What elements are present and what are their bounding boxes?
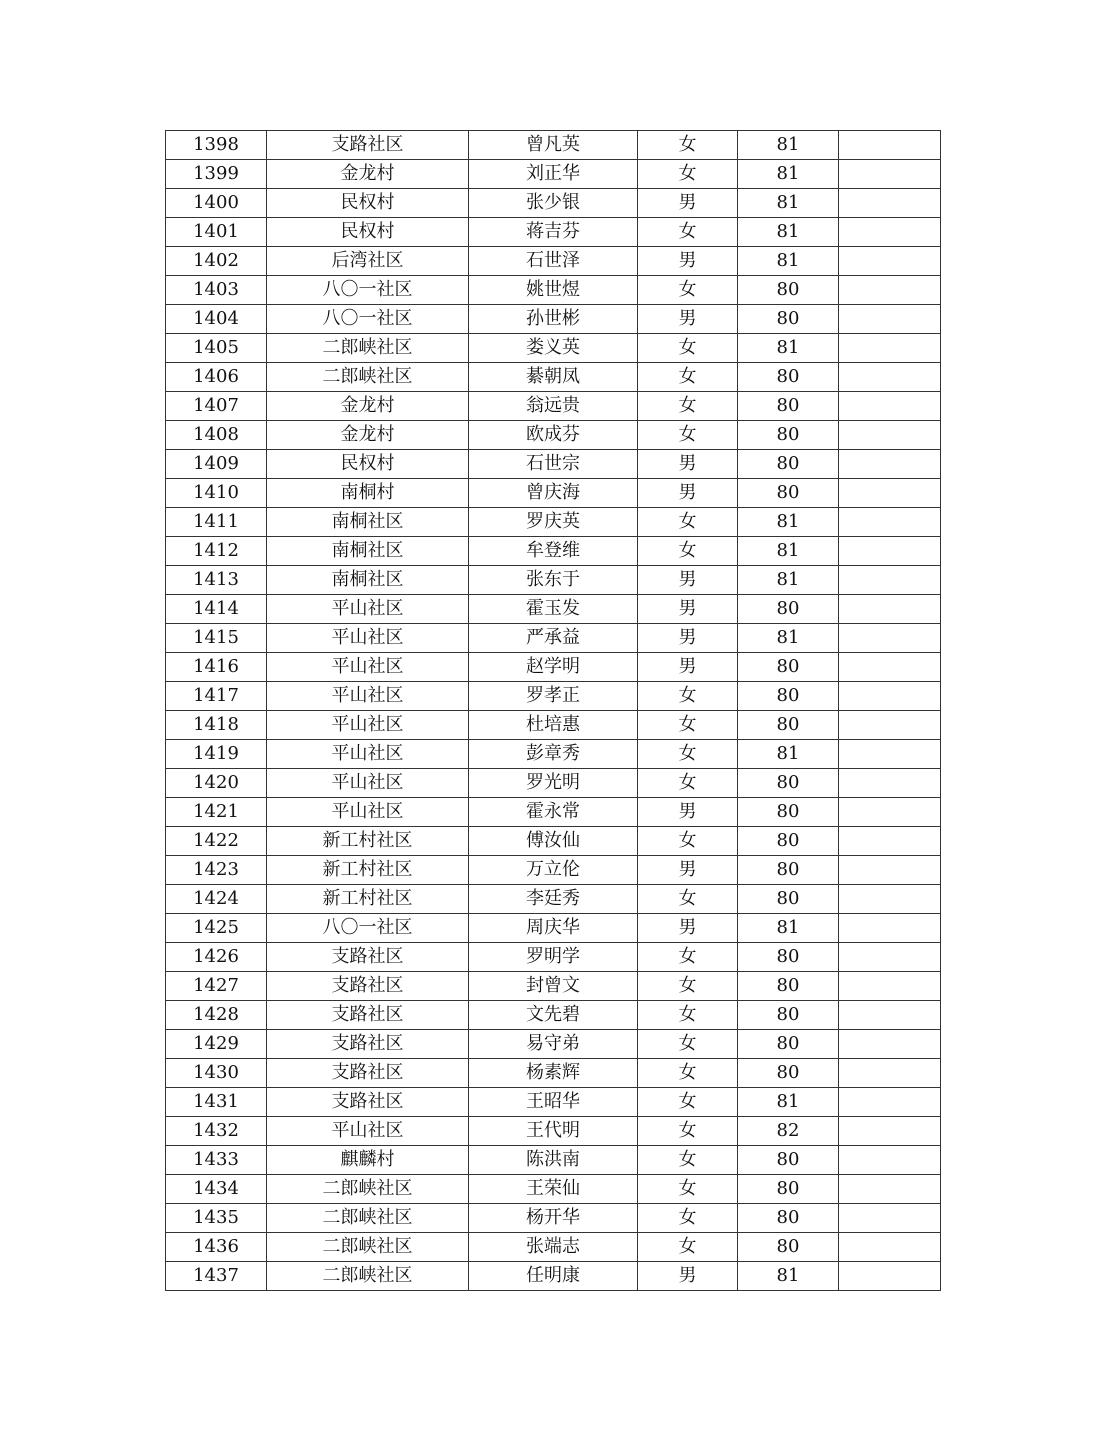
cell-gender: 男 bbox=[638, 624, 738, 653]
roster-table bbox=[165, 130, 941, 1291]
cell-age: 80 bbox=[738, 595, 839, 624]
cell-community: 平山社区 bbox=[267, 711, 469, 740]
cell-number: 1435 bbox=[166, 1204, 267, 1233]
cell-name: 万立伦 bbox=[469, 856, 638, 885]
table-row bbox=[166, 1204, 941, 1233]
cell-community: 平山社区 bbox=[267, 653, 469, 682]
cell-community: 二郎峡社区 bbox=[267, 1175, 469, 1204]
cell-age: 81 bbox=[738, 160, 839, 189]
cell-community: 民权村 bbox=[267, 189, 469, 218]
table-row bbox=[166, 479, 941, 508]
cell-name: 蒋吉芬 bbox=[469, 218, 638, 247]
table-row bbox=[166, 624, 941, 653]
cell-gender: 女 bbox=[638, 276, 738, 305]
cell-community: 二郎峡社区 bbox=[267, 1233, 469, 1262]
cell-community: 南桐村 bbox=[267, 479, 469, 508]
cell-remark bbox=[839, 276, 941, 305]
cell-age: 81 bbox=[738, 247, 839, 276]
cell-remark bbox=[839, 914, 941, 943]
cell-number: 1421 bbox=[166, 798, 267, 827]
cell-community: 八〇一社区 bbox=[267, 276, 469, 305]
cell-age: 80 bbox=[738, 363, 839, 392]
cell-gender: 女 bbox=[638, 740, 738, 769]
cell-remark bbox=[839, 218, 941, 247]
cell-gender: 男 bbox=[638, 566, 738, 595]
cell-remark bbox=[839, 1117, 941, 1146]
cell-number: 1401 bbox=[166, 218, 267, 247]
cell-gender: 女 bbox=[638, 421, 738, 450]
cell-age: 81 bbox=[738, 914, 839, 943]
cell-community: 二郎峡社区 bbox=[267, 1204, 469, 1233]
cell-gender: 女 bbox=[638, 218, 738, 247]
cell-number: 1430 bbox=[166, 1059, 267, 1088]
cell-age: 80 bbox=[738, 1030, 839, 1059]
cell-community: 支路社区 bbox=[267, 972, 469, 1001]
cell-remark bbox=[839, 508, 941, 537]
cell-number: 1398 bbox=[166, 131, 267, 160]
cell-age: 80 bbox=[738, 653, 839, 682]
table-row bbox=[166, 1262, 941, 1291]
cell-gender: 女 bbox=[638, 508, 738, 537]
cell-remark bbox=[839, 740, 941, 769]
cell-number: 1411 bbox=[166, 508, 267, 537]
cell-gender: 女 bbox=[638, 1204, 738, 1233]
cell-name: 孙世彬 bbox=[469, 305, 638, 334]
cell-gender: 女 bbox=[638, 1001, 738, 1030]
cell-gender: 女 bbox=[638, 885, 738, 914]
cell-community: 金龙村 bbox=[267, 392, 469, 421]
cell-community: 支路社区 bbox=[267, 943, 469, 972]
cell-number: 1407 bbox=[166, 392, 267, 421]
cell-number: 1410 bbox=[166, 479, 267, 508]
table-row bbox=[166, 943, 941, 972]
cell-remark bbox=[839, 1146, 941, 1175]
cell-number: 1423 bbox=[166, 856, 267, 885]
cell-gender: 女 bbox=[638, 827, 738, 856]
cell-community: 二郎峡社区 bbox=[267, 363, 469, 392]
cell-age: 80 bbox=[738, 711, 839, 740]
cell-community: 南桐社区 bbox=[267, 566, 469, 595]
cell-remark bbox=[839, 1204, 941, 1233]
cell-age: 80 bbox=[738, 1204, 839, 1233]
cell-number: 1413 bbox=[166, 566, 267, 595]
cell-number: 1428 bbox=[166, 1001, 267, 1030]
cell-remark bbox=[839, 1233, 941, 1262]
cell-name: 罗明学 bbox=[469, 943, 638, 972]
cell-name: 綦朝凤 bbox=[469, 363, 638, 392]
cell-age: 81 bbox=[738, 624, 839, 653]
cell-remark bbox=[839, 334, 941, 363]
cell-number: 1427 bbox=[166, 972, 267, 1001]
cell-gender: 男 bbox=[638, 856, 738, 885]
cell-community: 平山社区 bbox=[267, 1117, 469, 1146]
table-row bbox=[166, 1059, 941, 1088]
cell-community: 新工村社区 bbox=[267, 827, 469, 856]
cell-remark bbox=[839, 305, 941, 334]
cell-number: 1402 bbox=[166, 247, 267, 276]
cell-name: 赵学明 bbox=[469, 653, 638, 682]
cell-community: 支路社区 bbox=[267, 1088, 469, 1117]
cell-name: 任明康 bbox=[469, 1262, 638, 1291]
table-row bbox=[166, 1030, 941, 1059]
cell-age: 80 bbox=[738, 1233, 839, 1262]
roster-table-body bbox=[166, 131, 941, 1291]
table-row bbox=[166, 305, 941, 334]
cell-name: 欧成芬 bbox=[469, 421, 638, 450]
cell-community: 二郎峡社区 bbox=[267, 334, 469, 363]
cell-age: 81 bbox=[738, 566, 839, 595]
cell-age: 80 bbox=[738, 972, 839, 1001]
cell-number: 1434 bbox=[166, 1175, 267, 1204]
cell-community: 平山社区 bbox=[267, 682, 469, 711]
table-row bbox=[166, 276, 941, 305]
cell-number: 1424 bbox=[166, 885, 267, 914]
cell-age: 80 bbox=[738, 682, 839, 711]
table-row bbox=[166, 798, 941, 827]
cell-number: 1426 bbox=[166, 943, 267, 972]
cell-name: 严承益 bbox=[469, 624, 638, 653]
cell-community: 支路社区 bbox=[267, 131, 469, 160]
table-row bbox=[166, 885, 941, 914]
cell-community: 平山社区 bbox=[267, 624, 469, 653]
cell-gender: 男 bbox=[638, 450, 738, 479]
cell-remark bbox=[839, 1175, 941, 1204]
cell-gender: 女 bbox=[638, 1088, 738, 1117]
table-row bbox=[166, 595, 941, 624]
cell-age: 80 bbox=[738, 392, 839, 421]
cell-age: 80 bbox=[738, 769, 839, 798]
cell-age: 80 bbox=[738, 276, 839, 305]
cell-remark bbox=[839, 1030, 941, 1059]
cell-remark bbox=[839, 392, 941, 421]
cell-name: 文先碧 bbox=[469, 1001, 638, 1030]
cell-number: 1403 bbox=[166, 276, 267, 305]
cell-name: 王昭华 bbox=[469, 1088, 638, 1117]
cell-community: 金龙村 bbox=[267, 421, 469, 450]
cell-number: 1433 bbox=[166, 1146, 267, 1175]
cell-number: 1432 bbox=[166, 1117, 267, 1146]
cell-gender: 男 bbox=[638, 189, 738, 218]
cell-name: 曾庆海 bbox=[469, 479, 638, 508]
cell-community: 平山社区 bbox=[267, 769, 469, 798]
cell-gender: 女 bbox=[638, 682, 738, 711]
cell-number: 1425 bbox=[166, 914, 267, 943]
cell-age: 81 bbox=[738, 1088, 839, 1117]
cell-name: 封曾文 bbox=[469, 972, 638, 1001]
cell-gender: 男 bbox=[638, 653, 738, 682]
cell-age: 80 bbox=[738, 1146, 839, 1175]
cell-number: 1436 bbox=[166, 1233, 267, 1262]
table-row bbox=[166, 914, 941, 943]
cell-number: 1422 bbox=[166, 827, 267, 856]
cell-age: 81 bbox=[738, 508, 839, 537]
cell-age: 80 bbox=[738, 798, 839, 827]
cell-community: 平山社区 bbox=[267, 740, 469, 769]
cell-number: 1437 bbox=[166, 1262, 267, 1291]
table-row bbox=[166, 653, 941, 682]
table-row bbox=[166, 508, 941, 537]
table-row bbox=[166, 450, 941, 479]
table-row bbox=[166, 682, 941, 711]
cell-community: 民权村 bbox=[267, 218, 469, 247]
cell-gender: 男 bbox=[638, 595, 738, 624]
cell-age: 81 bbox=[738, 334, 839, 363]
cell-gender: 女 bbox=[638, 537, 738, 566]
cell-community: 南桐社区 bbox=[267, 537, 469, 566]
cell-name: 王代明 bbox=[469, 1117, 638, 1146]
table-row bbox=[166, 218, 941, 247]
cell-gender: 男 bbox=[638, 914, 738, 943]
cell-number: 1400 bbox=[166, 189, 267, 218]
cell-remark bbox=[839, 160, 941, 189]
cell-name: 姚世煜 bbox=[469, 276, 638, 305]
cell-remark bbox=[839, 972, 941, 1001]
table-row bbox=[166, 247, 941, 276]
cell-name: 石世泽 bbox=[469, 247, 638, 276]
table-row bbox=[166, 421, 941, 450]
cell-gender: 女 bbox=[638, 1146, 738, 1175]
cell-gender: 男 bbox=[638, 247, 738, 276]
cell-name: 王荣仙 bbox=[469, 1175, 638, 1204]
table-row bbox=[166, 827, 941, 856]
cell-number: 1419 bbox=[166, 740, 267, 769]
table-row bbox=[166, 131, 941, 160]
table-row bbox=[166, 769, 941, 798]
cell-gender: 女 bbox=[638, 1030, 738, 1059]
cell-name: 罗庆英 bbox=[469, 508, 638, 537]
cell-remark bbox=[839, 363, 941, 392]
cell-age: 80 bbox=[738, 450, 839, 479]
cell-community: 麒麟村 bbox=[267, 1146, 469, 1175]
cell-age: 81 bbox=[738, 218, 839, 247]
cell-name: 刘正华 bbox=[469, 160, 638, 189]
cell-age: 80 bbox=[738, 1175, 839, 1204]
cell-gender: 女 bbox=[638, 1175, 738, 1204]
cell-age: 82 bbox=[738, 1117, 839, 1146]
table-row bbox=[166, 711, 941, 740]
table-row bbox=[166, 1001, 941, 1030]
cell-name: 霍玉发 bbox=[469, 595, 638, 624]
table-row bbox=[166, 740, 941, 769]
cell-gender: 女 bbox=[638, 1059, 738, 1088]
cell-remark bbox=[839, 537, 941, 566]
cell-name: 张端志 bbox=[469, 1233, 638, 1262]
cell-gender: 男 bbox=[638, 1262, 738, 1291]
cell-age: 80 bbox=[738, 885, 839, 914]
cell-community: 后湾社区 bbox=[267, 247, 469, 276]
cell-name: 罗光明 bbox=[469, 769, 638, 798]
cell-community: 新工村社区 bbox=[267, 885, 469, 914]
cell-community: 新工村社区 bbox=[267, 856, 469, 885]
cell-remark bbox=[839, 798, 941, 827]
cell-age: 81 bbox=[738, 1262, 839, 1291]
cell-community: 南桐社区 bbox=[267, 508, 469, 537]
table-row bbox=[166, 189, 941, 218]
cell-remark bbox=[839, 479, 941, 508]
cell-name: 杨开华 bbox=[469, 1204, 638, 1233]
cell-community: 支路社区 bbox=[267, 1030, 469, 1059]
cell-age: 80 bbox=[738, 827, 839, 856]
cell-age: 80 bbox=[738, 1059, 839, 1088]
cell-name: 张东于 bbox=[469, 566, 638, 595]
table-row bbox=[166, 1146, 941, 1175]
cell-community: 八〇一社区 bbox=[267, 305, 469, 334]
cell-gender: 女 bbox=[638, 160, 738, 189]
cell-remark bbox=[839, 131, 941, 160]
cell-number: 1418 bbox=[166, 711, 267, 740]
cell-remark bbox=[839, 421, 941, 450]
cell-remark bbox=[839, 595, 941, 624]
table-row bbox=[166, 566, 941, 595]
cell-name: 娄义英 bbox=[469, 334, 638, 363]
table-row bbox=[166, 1175, 941, 1204]
cell-remark bbox=[839, 711, 941, 740]
cell-age: 81 bbox=[738, 537, 839, 566]
cell-age: 81 bbox=[738, 740, 839, 769]
cell-name: 牟登维 bbox=[469, 537, 638, 566]
table-row bbox=[166, 1117, 941, 1146]
cell-number: 1420 bbox=[166, 769, 267, 798]
table-row bbox=[166, 334, 941, 363]
cell-community: 民权村 bbox=[267, 450, 469, 479]
cell-number: 1406 bbox=[166, 363, 267, 392]
table-row bbox=[166, 856, 941, 885]
cell-community: 二郎峡社区 bbox=[267, 1262, 469, 1291]
cell-age: 80 bbox=[738, 421, 839, 450]
cell-name: 霍永常 bbox=[469, 798, 638, 827]
cell-number: 1412 bbox=[166, 537, 267, 566]
cell-remark bbox=[839, 1088, 941, 1117]
cell-gender: 男 bbox=[638, 305, 738, 334]
cell-age: 80 bbox=[738, 1001, 839, 1030]
cell-gender: 女 bbox=[638, 363, 738, 392]
cell-gender: 女 bbox=[638, 711, 738, 740]
cell-number: 1408 bbox=[166, 421, 267, 450]
cell-age: 80 bbox=[738, 943, 839, 972]
table-row bbox=[166, 1233, 941, 1262]
cell-number: 1405 bbox=[166, 334, 267, 363]
cell-remark bbox=[839, 1262, 941, 1291]
cell-gender: 女 bbox=[638, 1117, 738, 1146]
cell-name: 翁远贵 bbox=[469, 392, 638, 421]
cell-remark bbox=[839, 1001, 941, 1030]
cell-name: 周庆华 bbox=[469, 914, 638, 943]
cell-name: 石世宗 bbox=[469, 450, 638, 479]
cell-community: 平山社区 bbox=[267, 595, 469, 624]
cell-remark bbox=[839, 943, 941, 972]
cell-name: 易守弟 bbox=[469, 1030, 638, 1059]
cell-number: 1429 bbox=[166, 1030, 267, 1059]
cell-community: 平山社区 bbox=[267, 798, 469, 827]
cell-name: 傅汝仙 bbox=[469, 827, 638, 856]
table-row bbox=[166, 160, 941, 189]
cell-number: 1414 bbox=[166, 595, 267, 624]
cell-gender: 女 bbox=[638, 769, 738, 798]
table-row bbox=[166, 392, 941, 421]
cell-gender: 男 bbox=[638, 479, 738, 508]
cell-number: 1399 bbox=[166, 160, 267, 189]
cell-name: 罗孝正 bbox=[469, 682, 638, 711]
table-row bbox=[166, 363, 941, 392]
cell-number: 1416 bbox=[166, 653, 267, 682]
cell-number: 1417 bbox=[166, 682, 267, 711]
cell-name: 李廷秀 bbox=[469, 885, 638, 914]
cell-gender: 女 bbox=[638, 131, 738, 160]
cell-remark bbox=[839, 682, 941, 711]
cell-name: 杨素辉 bbox=[469, 1059, 638, 1088]
cell-remark bbox=[839, 624, 941, 653]
cell-number: 1415 bbox=[166, 624, 267, 653]
cell-remark bbox=[839, 566, 941, 595]
cell-gender: 女 bbox=[638, 1233, 738, 1262]
cell-gender: 男 bbox=[638, 798, 738, 827]
cell-remark bbox=[839, 769, 941, 798]
cell-age: 81 bbox=[738, 189, 839, 218]
table-row bbox=[166, 972, 941, 1001]
cell-name: 张少银 bbox=[469, 189, 638, 218]
cell-gender: 女 bbox=[638, 972, 738, 1001]
cell-remark bbox=[839, 450, 941, 479]
cell-gender: 女 bbox=[638, 392, 738, 421]
cell-remark bbox=[839, 1059, 941, 1088]
cell-community: 支路社区 bbox=[267, 1001, 469, 1030]
cell-remark bbox=[839, 247, 941, 276]
cell-remark bbox=[839, 189, 941, 218]
table-row bbox=[166, 537, 941, 566]
cell-community: 八〇一社区 bbox=[267, 914, 469, 943]
cell-age: 81 bbox=[738, 131, 839, 160]
cell-community: 支路社区 bbox=[267, 1059, 469, 1088]
cell-name: 彭章秀 bbox=[469, 740, 638, 769]
cell-age: 80 bbox=[738, 856, 839, 885]
cell-number: 1431 bbox=[166, 1088, 267, 1117]
cell-age: 80 bbox=[738, 305, 839, 334]
cell-remark bbox=[839, 827, 941, 856]
cell-remark bbox=[839, 653, 941, 682]
cell-name: 杜培惠 bbox=[469, 711, 638, 740]
cell-number: 1404 bbox=[166, 305, 267, 334]
table-row bbox=[166, 1088, 941, 1117]
cell-age: 80 bbox=[738, 479, 839, 508]
cell-community: 金龙村 bbox=[267, 160, 469, 189]
cell-remark bbox=[839, 885, 941, 914]
cell-number: 1409 bbox=[166, 450, 267, 479]
cell-remark bbox=[839, 856, 941, 885]
cell-name: 陈洪南 bbox=[469, 1146, 638, 1175]
cell-name: 曾凡英 bbox=[469, 131, 638, 160]
cell-gender: 女 bbox=[638, 943, 738, 972]
cell-gender: 女 bbox=[638, 334, 738, 363]
